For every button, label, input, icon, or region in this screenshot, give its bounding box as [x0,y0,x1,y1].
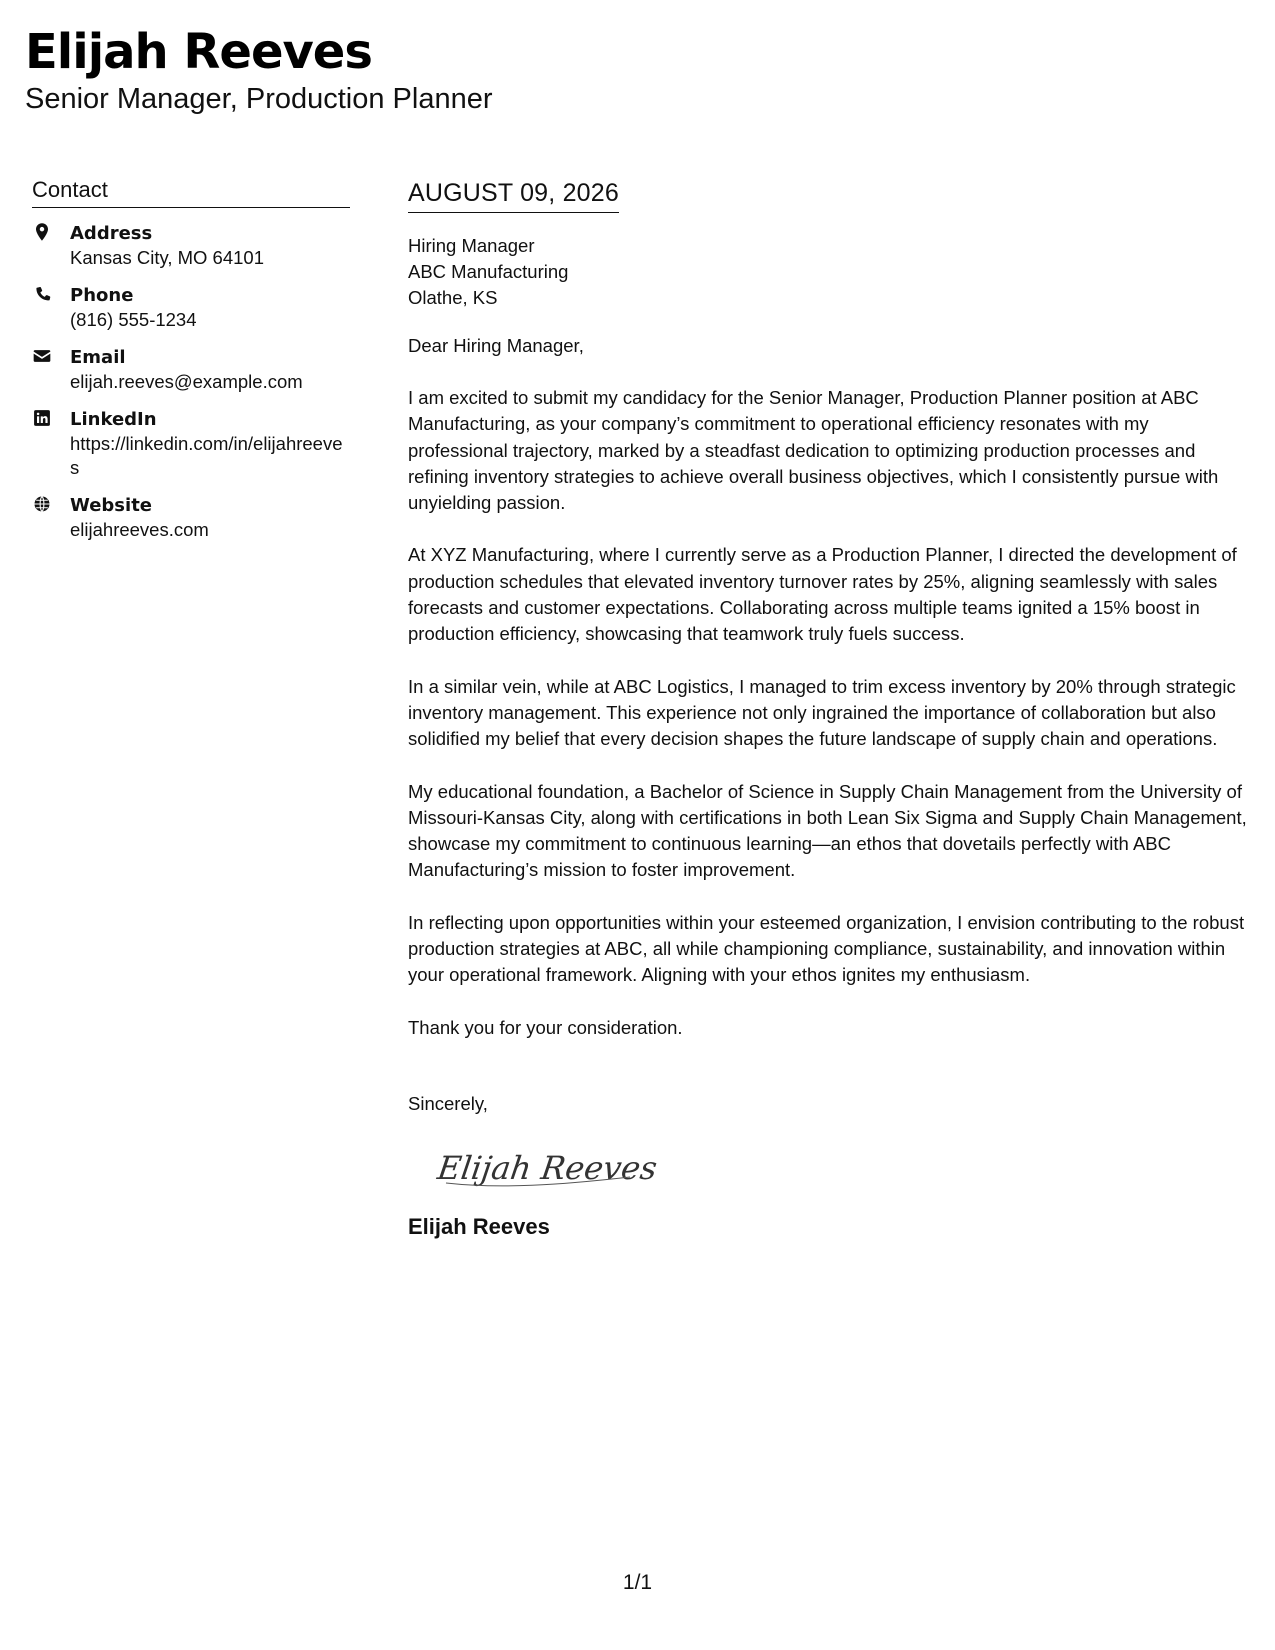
contact-label: Address [70,223,153,244]
closing: Sincerely, [408,1092,488,1114]
letter-paragraph: Thank you for your consideration. [408,1016,683,1038]
letter-paragraph: In a similar vein, while at ABC Logistics, I managed to trim excess inventory by 20% through strategic inventory management. This experience not only ingrained the importance of collaboration but also solidified my belief that every decision shapes the future landscape of supply chain and operations. [408,675,1236,750]
recipient-line: ABC Manufacturing [408,261,569,282]
address-value: Kansas City, MO 64101 [70,247,264,268]
contact-item-email [32,346,350,394]
letter-date-container [408,178,619,213]
contact-item-address [32,222,350,270]
linkedin-icon [32,408,54,430]
letter-date: AUGUST 09, 2026 [408,179,619,207]
handwritten-signature [435,1139,1253,1195]
letter-paragraph: In reflecting upon opportunities within your esteemed organization, I envision contributing to the robust production strategies at ABC, all while championing compliance, sustainability, and innovation within your operational framework. Aligning with your ethos ignites my enthusiasm. [408,911,1245,986]
applicant-name: Elijah Reeves [25,24,372,80]
contact-sidebar [32,176,350,556]
recipient-line: Olathe, KS [408,287,498,308]
salutation: Dear Hiring Manager, [408,335,584,356]
website-value[interactable]: elijahreeves.com [70,519,209,540]
envelope-icon [32,346,54,368]
letter-body [408,178,1253,1241]
signed-name: Elijah Reeves [408,1213,550,1239]
signature-script: Elijah Reeves [435,1149,660,1187]
linkedin-value[interactable]: https://linkedin.com/in/elijahreeves [70,433,343,478]
recipient-line: Hiring Manager [408,235,535,256]
email-value[interactable]: elijah.reeves@example.com [70,371,303,392]
contact-label: Phone [70,285,134,306]
letter-paragraph: At XYZ Manufacturing, where I currently serve as a Production Planner, I directed the development of production schedules that elevated inventory turnover rates by 25%, aligning seamlessly with sales forecasts and customer expectations. Collaborating across multiple teams ignited a 15% boost in production efficiency, showcasing that teamwork truly fuels success. [408,544,1237,645]
contact-item-linkedin [32,408,350,480]
phone-value: (816) 555-1234 [70,309,197,330]
header [25,24,493,116]
contact-item-website [32,494,350,542]
contact-item-phone [32,284,350,332]
contact-label: Website [70,495,153,516]
page-number: 1/1 [622,1571,653,1594]
letter-paragraph: My educational foundation, a Bachelor of Science in Supply Chain Management from the University of Missouri-Kansas City, along with certifications in both Lean Six Sigma and Supply Chain Management, showcase my commitment to continuous learning—an ethos that dovetails perfectly with ABC Manufacturing’s mission to foster improvement. [408,780,1247,881]
contact-heading: Contact [32,176,350,208]
applicant-title: Senior Manager, Production Planner [25,83,493,115]
globe-icon [32,494,54,516]
letter-paragraph: I am excited to submit my candidacy for the Senior Manager, Production Planner position at ABC Manufacturing, as your company’s commitment to operational efficiency resonates with my professional trajectory, marked by a steadfast dedication to optimizing production processes and refining inventory strategies to achieve overall business objectives, which I consistently pursue with unyielding passion. [408,387,1219,514]
recipient-block [408,233,1253,311]
contact-label: LinkedIn [70,409,157,430]
contact-label: Email [70,347,126,368]
phone-icon [32,284,54,306]
map-pin-icon [32,222,54,244]
